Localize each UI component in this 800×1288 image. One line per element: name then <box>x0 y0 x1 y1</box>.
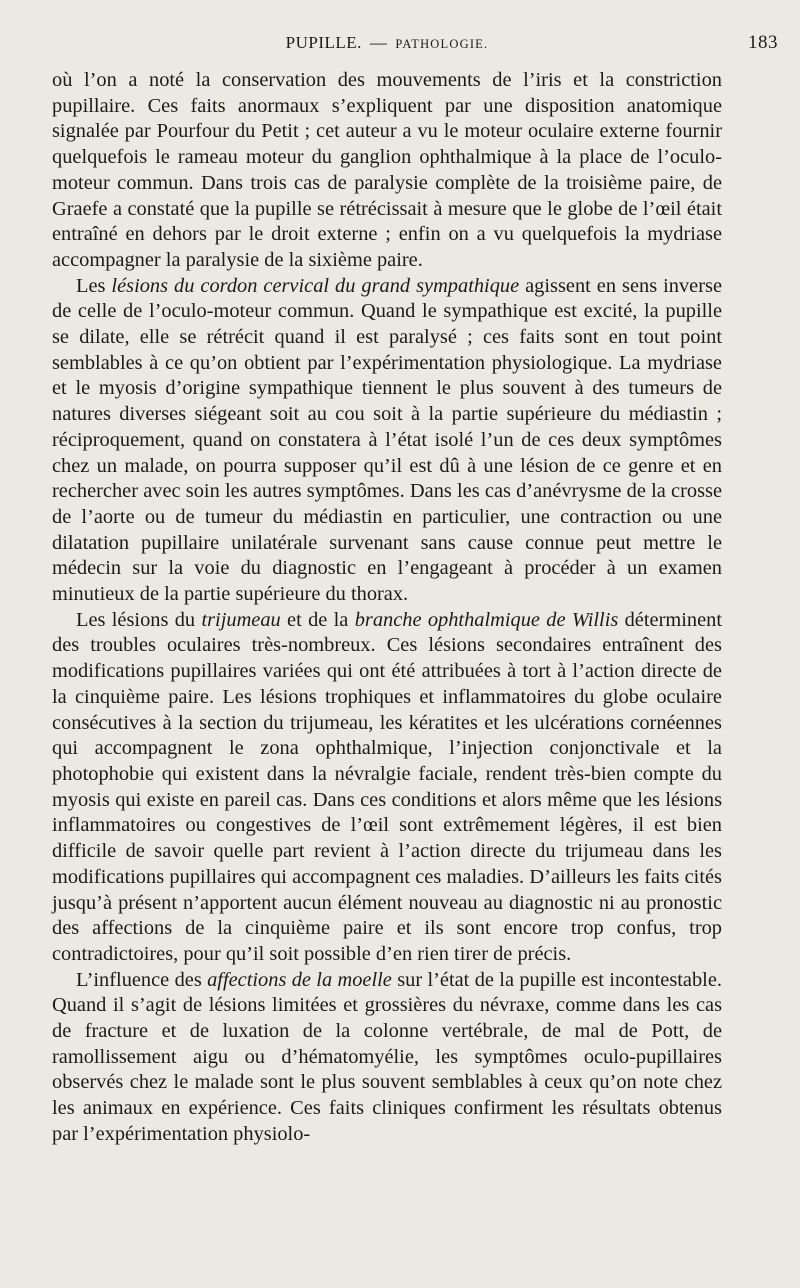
italic-text: trijumeau <box>201 608 281 631</box>
text-run: et de la <box>280 608 355 631</box>
running-head-title: PUPILLE. <box>285 33 362 52</box>
text-run: L’influence des <box>76 968 208 991</box>
text-run: Les lésions du <box>76 608 202 631</box>
running-head-separator: — <box>369 33 388 52</box>
paragraph <box>52 68 722 274</box>
running-head-section: PATHOLOGIE. <box>395 37 489 51</box>
paragraph <box>52 274 722 608</box>
text-run: Les <box>76 274 112 297</box>
page-number: 183 <box>748 32 778 53</box>
text-run: déterminent des troubles oculaires très-nombreux. Ces lésions secondaires entraînent des modifications pupillaires variées qui ont été attribuées à tort à l’action directe de la cinquième paire. Les lésions trophiques et inflammatoires du globe oculaire consécutives à la section du trijumeau, les kératites et les ulcérations cornéennes qui accompagnent le zona ophthalmique, l’injection conjonctivale et la photophobie qui existent dans la névralgie faciale, rendent très-bien compte du myosis qui existe en pareil cas. Dans ces conditions et alors même que les lésions inflammatoires ou congestives de l’œil sont extrêmement légères, il est bien difficile de savoir quelle part revient à l’action directe du trijumeau dans les modifications pupillaires qui accompagnent ces maladies. D’ailleurs les faits cités jusqu’à présent n’apportent aucun élément nouveau au diagnostic ni au pronostic des affections de la cinquième paire et ils sont encore trop confus, trop contradictoires, pour qu’il soit possible d’en rien tirer de précis. <box>52 608 722 965</box>
text-run: où l’on a noté la conservation des mouvements de l’iris et la constriction pupillaire. Ces faits anormaux s’expliquent par une disposition anatomique signalée par Pourfour du Petit ; cet auteur a vu le moteur oculaire externe fournir quelquefois le rameau moteur du ganglion ophthalmique à la place de l’oculo-moteur commun. Dans trois cas de paralysie complète de la troisième paire, de Graefe a constaté que la pupille se rétrécissait à mesure que le globe de l’œil était entraîné en dehors par le droit externe ; enfin on a vu quelquefois la mydriase accompagner la paralysie de la sixième paire. <box>52 69 722 271</box>
italic-text: branche ophthalmique de Willis <box>354 608 619 631</box>
text-run: agissent en sens inverse de celle de l’oculo-moteur commun. Quand le sympathique est excité, la pupille se dilate, elle se rétrécit quand il est paralysé ; ces faits sont en tout point semblables à ce qu’on obtient par l’expérimentation physiologique. La mydriase et le myosis d’origine sympathique tiennent le plus souvent à des tumeurs de natures diverses siégeant soit au cou soit à la partie supérieure du médiastin ; réciproquement, quand on constatera à l’état isolé l’un de ces deux symptômes chez un malade, on pourra supposer qu’il est dû à une lésion de ce genre et en rechercher avec soin les autres symptômes. Dans les cas d’anévrysme de la crosse de l’aorte ou de tumeur du médiastin en particulier, une contraction ou une dilatation pupillaire unilatérale survenant sans cause connue peut mettre le médecin sur la voie du diagnostic en l’engageant à procéder à un examen minutieux de la partie supérieure du thorax. <box>52 274 722 606</box>
text-run: sur l’état de la pupille est incontestable. Quand il s’agit de lésions limitées et grossières du névraxe, comme dans les cas de fracture et de luxation de la colonne vertébrale, de mal de Pott, de ramollissement aigu ou d’hématomyélie, les symptômes oculo-pupillaires observés chez le malade sont le plus souvent semblables à ceux qu’on note chez les animaux en expérience. Ces faits cliniques confirment les résultats obtenus par l’expérimentation physiolo- <box>52 968 722 1145</box>
running-head <box>52 30 778 56</box>
paragraph <box>52 968 722 1148</box>
italic-text: lésions du cordon cervical du grand sympathique <box>111 274 520 297</box>
body-text <box>52 68 722 1148</box>
paragraph <box>52 608 722 968</box>
italic-text: affections de la moelle <box>207 968 392 991</box>
